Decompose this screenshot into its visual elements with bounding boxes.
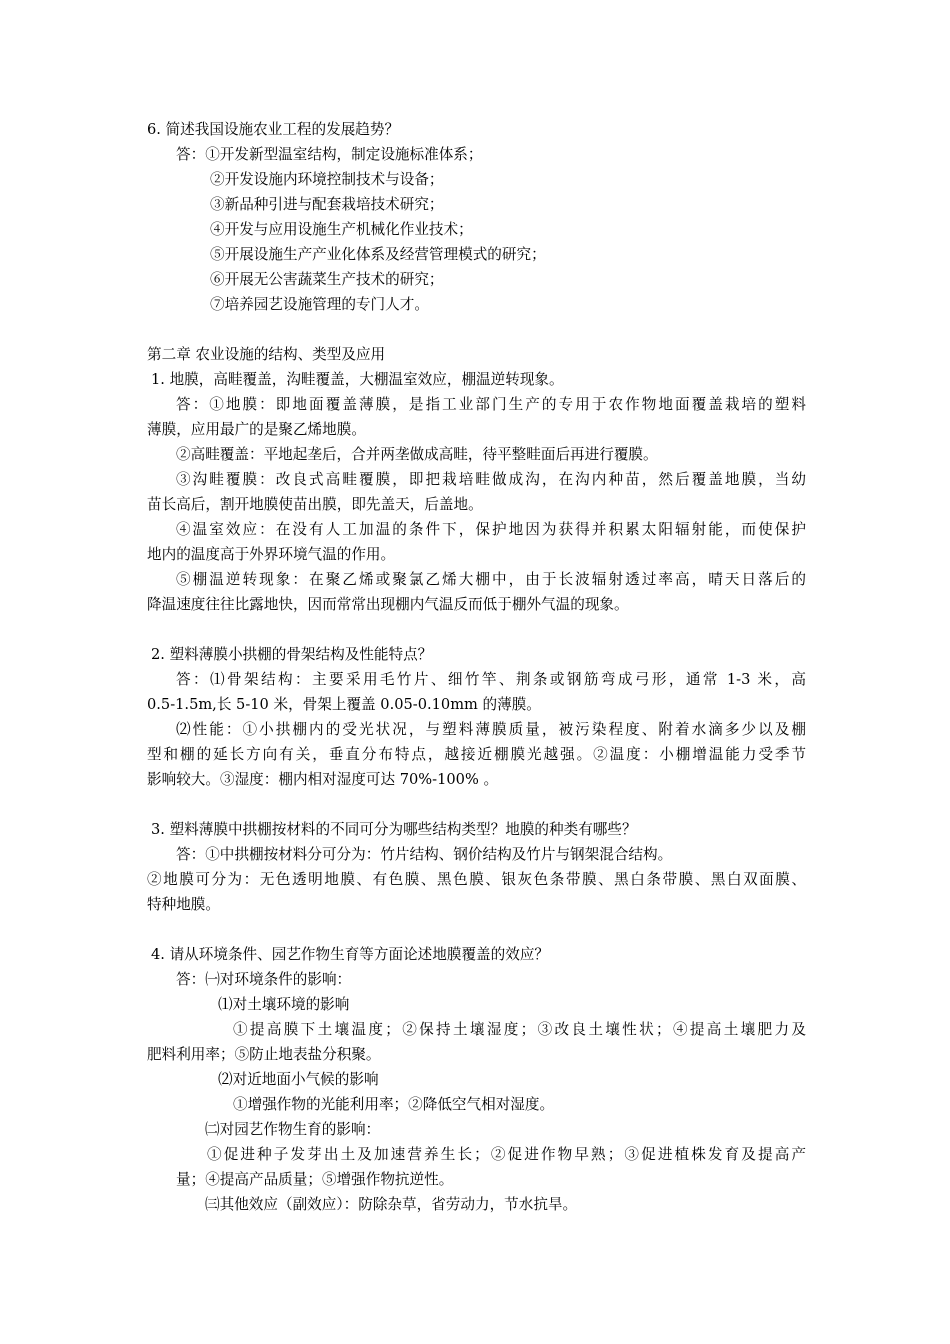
q6-answer-line: ⑤开展设施生产产业化体系及经营管理模式的研究；: [210, 246, 546, 263]
q4-answer-line: 肥料利用率；⑤防止地表盐分积聚。: [147, 1046, 381, 1063]
q1-answer-line: 降温速度往往比露地快，因而常常出现棚内气温反而低于棚外气温的现象。: [147, 596, 629, 613]
q4-answer-line: ①增强作物的光能利用率；②降低空气相对湿度。: [233, 1096, 555, 1113]
q6-answer-line: ②开发设施内环境控制技术与设备；: [210, 171, 444, 188]
q1-answer-line: ⑤棚温逆转现象：在聚乙烯或聚氯乙烯大棚中，由于长波辐射透过率高，晴天日落后的: [176, 571, 806, 588]
q2-answer-line: ⑵性能：①小拱棚内的受光状况，与塑料薄膜质量，被污染程度、附着水滴多少以及棚: [176, 721, 806, 738]
q4-answer-line: ⑵对近地面小气候的影响: [218, 1071, 379, 1088]
q1-answer-line: ③沟畦覆膜：改良式高畦覆膜，即把栽培畦做成沟，在沟内种苗，然后覆盖地膜，当幼: [176, 471, 806, 488]
q6-answer-line: ③新品种引进与配套栽培技术研究；: [210, 196, 444, 213]
q1-title: 1. 地膜，高畦覆盖，沟畦覆盖，大棚温室效应，棚温逆转现象。: [151, 371, 564, 388]
q6-answer-line: ⑥开展无公害蔬菜生产技术的研究；: [210, 271, 444, 288]
q6-answer-line: ④开发与应用设施生产机械化作业技术；: [210, 221, 473, 238]
q4-answer-line: ㈢其他效应（副效应）：防除杂草，省劳动力，节水抗旱。: [205, 1196, 578, 1213]
q2-answer-line: 型和棚的延长方向有关，垂直分布特点，越接近棚膜光越强。②温度：小棚增温能力受季节: [147, 746, 806, 763]
q1-answer-line: 薄膜，应用最广的是聚乙烯地膜。: [147, 421, 366, 438]
q4-answer-line: 答：㈠对环境条件的影响：: [176, 971, 352, 988]
q3-answer-line: 特种地膜。: [147, 896, 220, 913]
q1-answer-line: 苗长高后，割开地膜使苗出膜，即先盖天，后盖地。: [147, 496, 483, 513]
q4-answer-line: 量；④提高产品质量；⑤增强作物抗逆性。: [176, 1171, 454, 1188]
q6-answer-line: 答：①开发新型温室结构，制定设施标准体系；: [176, 146, 483, 163]
q4-answer-line: ①提高膜下土壤温度；②保持土壤湿度；③改良土壤性状；④提高土壤肥力及: [233, 1021, 806, 1038]
q4-answer-line: ㈡对园艺作物生育的影响：: [205, 1121, 381, 1138]
q2-answer-line: 0.5-1.5m,长 5-10 米，骨架上覆盖 0.05-0.10mm 的薄膜。: [147, 696, 541, 713]
q1-answer-line: 地内的温度高于外界环境气温的作用。: [147, 546, 396, 563]
q2-answer-line: 答：⑴骨架结构：主要采用毛竹片、细竹竿、荆条或钢筋弯成弓形，通常 1-3 米，高: [176, 671, 806, 688]
q6-answer-line: ⑦培养园艺设施管理的专门人才。: [210, 296, 429, 313]
q4-answer-line: ⑴对土壤环境的影响: [218, 996, 350, 1013]
q2-answer-line: 影响较大。③湿度：棚内相对湿度可达 70%-100% 。: [147, 771, 499, 788]
q3-answer-line: 答：①中拱棚按材料分可分为：竹片结构、钢价结构及竹片与钢架混合结构。: [176, 846, 673, 863]
q4-title: 4. 请从环境条件、园艺作物生育等方面论述地膜覆盖的效应？: [151, 946, 550, 963]
q6-title: 6. 简述我国设施农业工程的发展趋势？: [147, 121, 400, 138]
q4-answer-line: ①促进种子发芽出土及加速营养生长；②促进作物早熟；③促进植株发育及提高产: [207, 1146, 806, 1163]
q1-answer-line: ④温室效应：在没有人工加温的条件下，保护地因为获得并积累太阳辐射能，而使保护: [176, 521, 806, 538]
q3-answer-line: ②地膜可分为：无色透明地膜、有色膜、黑色膜、银灰色条带膜、黑白条带膜、黑白双面膜、: [147, 871, 806, 888]
q2-title: 2. 塑料薄膜小拱棚的骨架结构及性能特点？: [151, 646, 433, 663]
q1-answer-line: 答：①地膜：即地面覆盖薄膜，是指工业部门生产的专用于农作物地面覆盖栽培的塑料: [176, 396, 806, 413]
chapter-heading: 第二章 农业设施的结构、类型及应用: [147, 346, 386, 363]
q1-answer-line: ②高畦覆盖：平地起垄后，合并两垄做成高畦，待平整畦面后再进行覆膜。: [176, 446, 658, 463]
q3-title: 3. 塑料薄膜中拱棚按材料的不同可分为哪些结构类型？地膜的种类有哪些？: [151, 821, 637, 838]
